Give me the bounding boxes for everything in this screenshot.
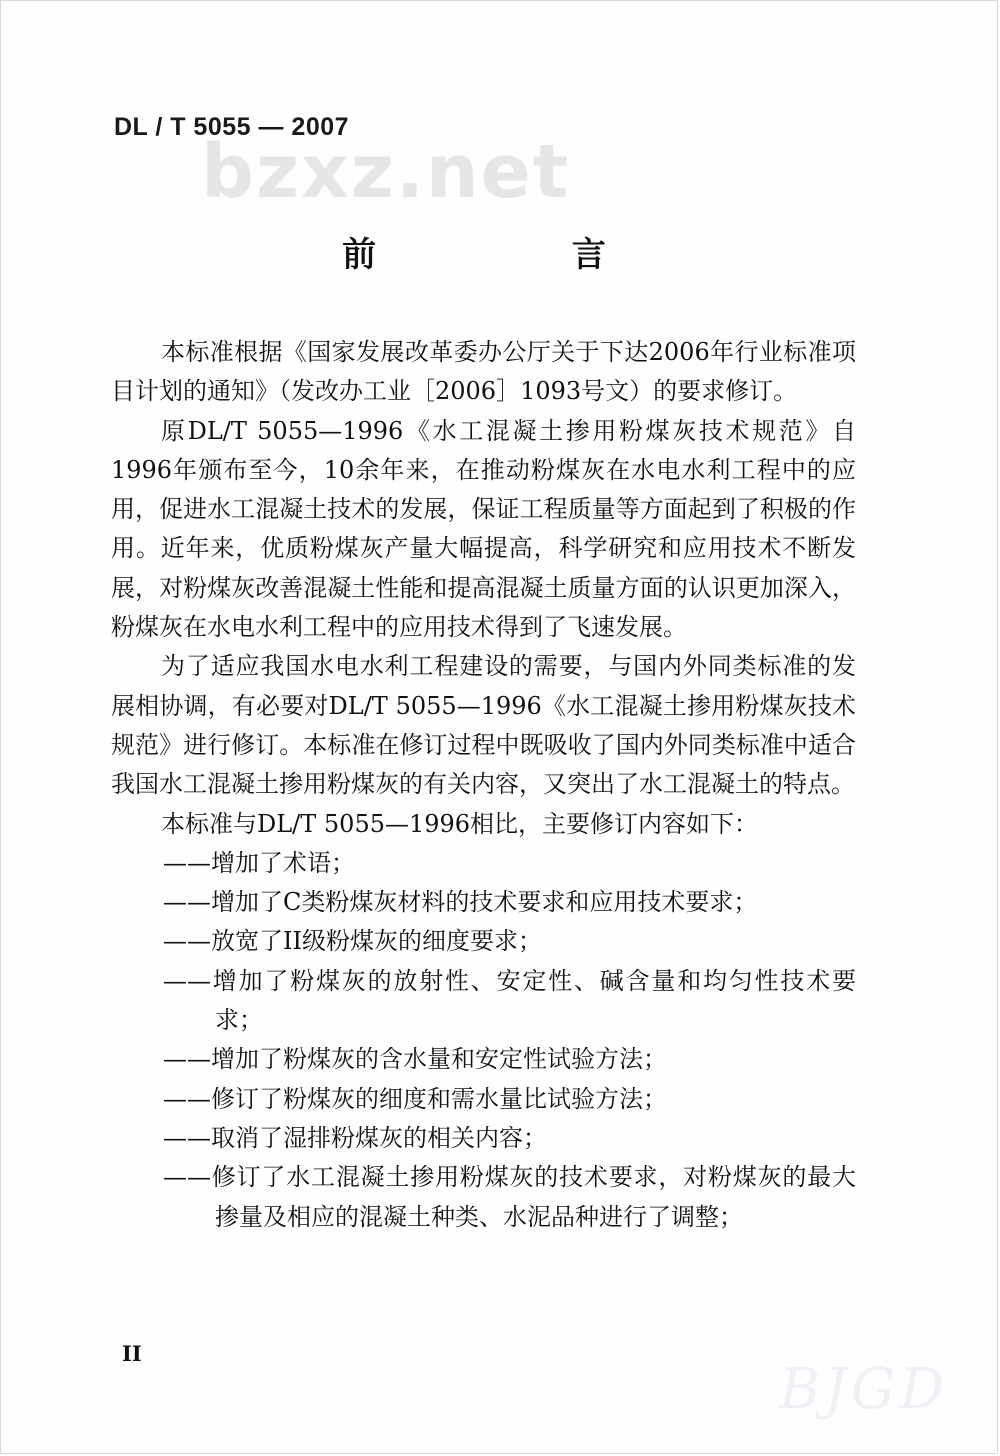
preface-body [111, 333, 856, 1237]
revision-list [111, 844, 856, 1237]
list-item: ——增加了粉煤灰的放射性、安定性、碱含量和均匀性技术要求； [163, 966, 856, 1035]
watermark-bzxz: bzxz.net [201, 129, 571, 215]
list-item: ——修订了粉煤灰的细度和需水量比试验方法； [163, 1084, 667, 1113]
page-title: 前 言 [342, 235, 668, 275]
paragraph-2: 原DL/T 5055—1996《水工混凝土掺用粉煤灰技术规范》自1996年颁布至今，10余年来，在推动粉煤灰在水电水利工程中的应用，促进水工混凝土技术的发展，保证工程质量等方面起到了积极的作用。近年来，优质粉煤灰产量大幅提高，科学研究和应用技术不断发展，对粉煤灰改善混凝土性能和提高混凝土质量方面的认识更加深入，粉煤灰在水电水利工程中的应用技术得到了飞速发展。 [111, 416, 856, 642]
paragraph-3: 为了适应我国水电水利工程建设的需要，与国内外同类标准的发展相协调，有必要对DL/T 5055—1996《水工混凝土掺用粉煤灰技术规范》进行修订。本标准在修订过程中既吸收了国内外同类标准中适合我国水工混凝土掺用粉煤灰的有关内容，又突出了水工混凝土的特点。 [111, 652, 856, 799]
list-item: ——增加了C类粉煤灰材料的技术要求和应用技术要求； [163, 888, 758, 917]
document-code: DL / T 5055 — 2007 [114, 113, 350, 141]
list-item: ——修订了水工混凝土掺用粉煤灰的技术要求，对粉煤灰的最大掺量及相应的混凝土种类、水泥品种进行了调整； [163, 1163, 856, 1231]
paragraph-1: 本标准根据《国家发展改革委办公厅关于下达2006年行业标准项目计划的通知》（发改办工业［2006］1093号文）的要求修订。 [111, 338, 856, 406]
list-item: ——取消了湿排粉煤灰的相关内容； [163, 1123, 547, 1152]
list-item: ——增加了粉煤灰的含水量和安定性试验方法； [163, 1045, 667, 1074]
watermark-bjgd: BJGD [779, 1357, 949, 1422]
paragraph-4: 本标准与DL/T 5055—1996相比，主要修订内容如下： [161, 809, 759, 838]
page-number: II [122, 1341, 142, 1366]
list-item: ——放宽了II级粉煤灰的细度要求； [163, 927, 542, 956]
list-item: ——增加了术语； [163, 848, 355, 877]
